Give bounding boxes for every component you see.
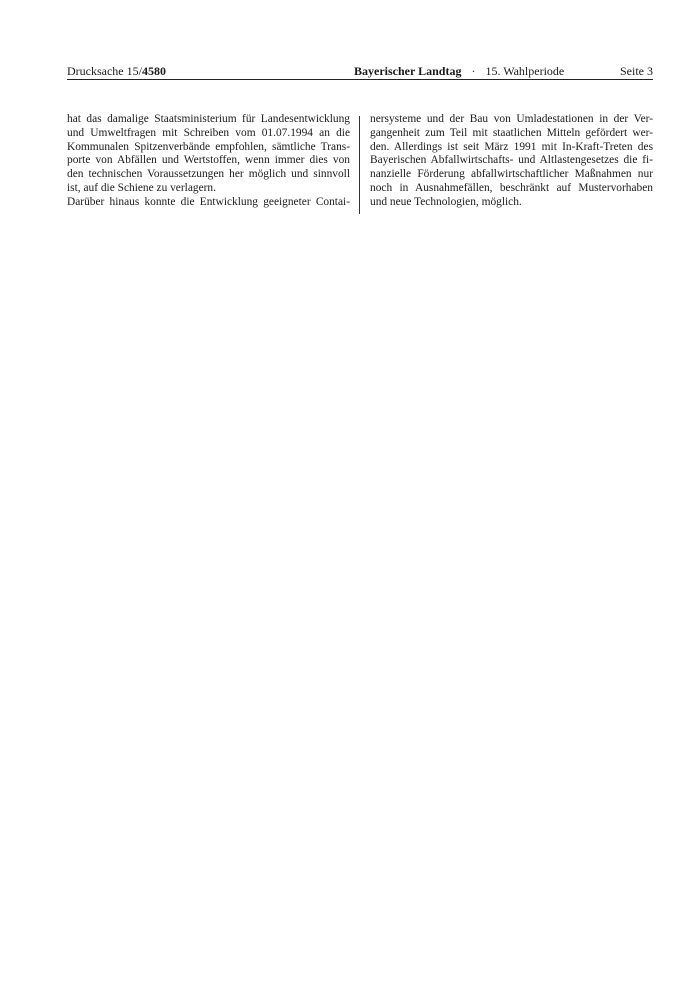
parliament-name: Bayerischer Landtag — [354, 64, 462, 78]
right-column — [370, 113, 653, 209]
left-column-line: Darüber hinaus konnte die Entwicklung geeigneter Contai- — [67, 195, 350, 208]
document-number-value: 4580 — [141, 64, 166, 78]
left-column-line: den technischen Voraussetzungen her möglich und sinnvoll — [67, 168, 350, 180]
right-column-line: den. Allerdings ist seit März 1991 mit In-Kraft-Treten des — [370, 140, 653, 153]
header-separator: · — [471, 64, 476, 78]
document-number-prefix: Drucksache 15/ — [67, 64, 142, 78]
right-column-line: und neue Technologien, möglich. — [370, 195, 522, 208]
column-divider — [359, 116, 360, 214]
right-column-line: noch in Ausnahmefällen, beschränkt auf Mustervorhaben — [370, 181, 653, 194]
document-number — [67, 63, 166, 79]
left-column-line: Kommunalen Spitzenverbände empfohlen, sämtliche Trans- — [67, 140, 350, 153]
left-column-line: und Umweltfragen mit Schreiben vom 01.07.1994 an die — [67, 126, 350, 139]
right-column-line: gangenheit zum Teil mit staatlichen Mitteln gefördert wer- — [370, 126, 653, 139]
left-column — [67, 113, 350, 209]
right-column-line: nanzielle Förderung abfallwirtschaftlicher Maßnahmen nur — [370, 168, 653, 180]
legislative-period: 15. Wahlperiode — [485, 64, 565, 78]
header-rule — [67, 79, 653, 80]
left-column-line: porte von Abfällen und Wertstoffen, wenn immer dies von — [67, 154, 350, 167]
page-number: Seite 3 — [620, 64, 653, 78]
right-column-line: Bayerischen Abfallwirtschafts- und Altlastengesetzes die fi- — [370, 154, 653, 167]
header-title — [354, 63, 564, 79]
right-column-line: nersysteme und der Bau von Umladestationen in der Ver- — [370, 113, 653, 125]
page-header — [67, 63, 653, 79]
left-column-line: ist, auf die Schiene zu verlagern. — [67, 181, 216, 194]
left-column-line: hat das damalige Staatsministerium für Landesentwicklung — [67, 113, 350, 125]
